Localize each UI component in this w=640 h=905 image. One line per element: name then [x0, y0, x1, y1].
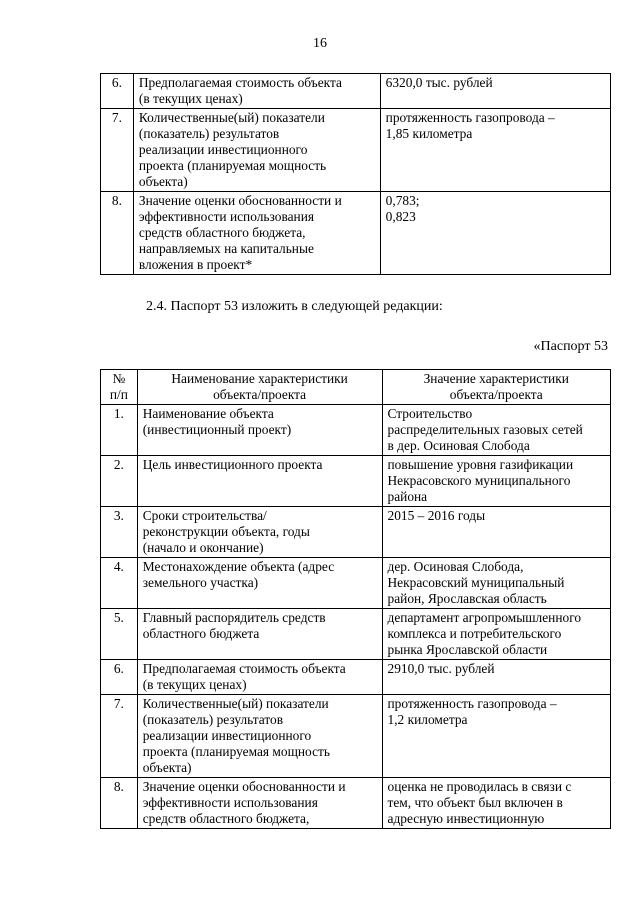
- characteristic-name-line: областного бюджета: [142, 626, 260, 641]
- top-table: [100, 73, 611, 275]
- amendment-paragraph: 2.4. Паспорт 53 изложить в следующей редакции:: [146, 299, 443, 314]
- characteristic-name: [137, 507, 382, 558]
- characteristic-name: [137, 778, 382, 829]
- characteristic-value-line: тем, что объект был включен в: [387, 795, 563, 810]
- characteristic-name-line: Значение оценки обоснованности и: [142, 779, 346, 794]
- characteristic-value-line: 2015 – 2016 годы: [387, 508, 486, 523]
- characteristic-name-line: объекта): [138, 174, 188, 189]
- characteristic-name-line: направляемых на капитальные: [138, 241, 314, 256]
- characteristic-value: [382, 507, 610, 558]
- row-number: 4.: [101, 558, 138, 609]
- characteristic-name-line: (показатель) результатов: [142, 712, 284, 727]
- characteristic-name: [133, 109, 380, 192]
- row-number: 7.: [101, 109, 134, 192]
- characteristic-name-line: Цель инвестиционного проекта: [142, 457, 323, 472]
- characteristic-value-line: 2910,0 тыс. рублей: [387, 661, 495, 676]
- header-num: [101, 370, 138, 405]
- row-number: 6.: [101, 660, 138, 695]
- characteristic-value: [380, 109, 610, 192]
- characteristic-name-line: реализации инвестиционного: [142, 728, 312, 743]
- header-num-line: №: [112, 371, 126, 386]
- characteristic-value: [382, 778, 610, 829]
- characteristic-name: [137, 609, 382, 660]
- characteristic-value: [382, 405, 610, 456]
- characteristic-value-line: департамент агропромышленного: [387, 610, 582, 625]
- characteristic-value: [382, 609, 610, 660]
- characteristic-name: [137, 660, 382, 695]
- characteristic-value-line: адресную инвестиционную: [387, 811, 545, 826]
- characteristic-name-line: (начало и окончание): [142, 540, 264, 555]
- characteristic-value: [382, 695, 610, 778]
- characteristic-name-line: эффективности использования: [138, 209, 315, 224]
- header-value-line: Значение характеристики: [423, 371, 569, 386]
- characteristic-value-line: оценка не проводилась в связи с: [387, 779, 572, 794]
- characteristic-name-line: Предполагаемая стоимость объекта: [142, 661, 346, 676]
- table-row: [101, 609, 611, 660]
- table-row: [101, 695, 611, 778]
- row-number: 3.: [101, 507, 138, 558]
- table-row: [101, 456, 611, 507]
- characteristic-value-line: 0,783;: [385, 193, 420, 208]
- characteristic-value-line: 6320,0 тыс. рублей: [385, 75, 493, 90]
- characteristic-name-line: (в текущих ценах): [142, 677, 247, 692]
- characteristic-name-line: Сроки строительства/: [142, 508, 267, 523]
- characteristic-name: [133, 192, 380, 275]
- characteristic-name-line: Количественные(ый) показатели: [138, 110, 325, 125]
- table-row: [101, 405, 611, 456]
- characteristic-value: [382, 660, 610, 695]
- characteristic-value: [382, 558, 610, 609]
- characteristic-name-line: (в текущих ценах): [138, 91, 243, 106]
- row-number: 7.: [101, 695, 138, 778]
- characteristic-name: [137, 405, 382, 456]
- characteristic-value: [380, 74, 610, 109]
- characteristic-value-line: 1,2 километра: [387, 712, 468, 727]
- characteristic-name: [137, 695, 382, 778]
- characteristic-name-line: Количественные(ый) показатели: [142, 696, 329, 711]
- characteristic-name-line: вложения в проект*: [138, 257, 253, 272]
- characteristic-value-line: района: [387, 489, 428, 504]
- characteristic-value-line: 0,823: [385, 209, 416, 224]
- header-name-line: Наименование характеристики: [171, 371, 348, 386]
- table-row: [101, 74, 611, 109]
- characteristic-value: [382, 456, 610, 507]
- row-number: 8.: [101, 778, 138, 829]
- characteristic-value-line: рынка Ярославской области: [387, 642, 548, 657]
- characteristic-name-line: проекта (планируемая мощность: [138, 158, 327, 173]
- characteristic-name-line: (показатель) результатов: [138, 126, 280, 141]
- table-row: [101, 192, 611, 275]
- characteristic-name-line: реконструкции объекта, годы: [142, 524, 310, 539]
- passport-table: [100, 369, 611, 829]
- characteristic-name-line: эффективности использования: [142, 795, 318, 810]
- characteristic-value-line: комплекса и потребительского: [387, 626, 562, 641]
- table-row: [101, 660, 611, 695]
- characteristic-name: [133, 74, 380, 109]
- characteristic-value-line: протяженность газопровода –: [387, 696, 557, 711]
- table-row: [101, 778, 611, 829]
- header-value: [382, 370, 610, 405]
- characteristic-value-line: протяженность газопровода –: [385, 110, 555, 125]
- characteristic-value-line: 1,85 километра: [385, 126, 473, 141]
- row-number: 5.: [101, 609, 138, 660]
- characteristic-value-line: Некрасовского муниципального: [387, 473, 571, 488]
- table-row: [101, 109, 611, 192]
- characteristic-name-line: Значение оценки обоснованности и: [138, 193, 342, 208]
- characteristic-value-line: в дер. Осиновая Слобода: [387, 438, 530, 453]
- row-number: 1.: [101, 405, 138, 456]
- characteristic-value-line: дер. Осиновая Слобода,: [387, 559, 524, 574]
- table-header-row: [101, 370, 611, 405]
- passport-heading: «Паспорт 53: [533, 339, 608, 354]
- row-number: 6.: [101, 74, 134, 109]
- characteristic-value-line: Строительство: [387, 406, 473, 421]
- characteristic-name-line: (инвестиционный проект): [142, 422, 292, 437]
- header-value-line: объекта/проекта: [449, 387, 543, 402]
- characteristic-name: [137, 456, 382, 507]
- characteristic-name-line: проекта (планируемая мощность: [142, 744, 330, 759]
- characteristic-name-line: Наименование объекта: [142, 406, 274, 421]
- characteristic-name-line: реализации инвестиционного: [138, 142, 308, 157]
- header-name: [137, 370, 382, 405]
- characteristic-name-line: Предполагаемая стоимость объекта: [138, 75, 342, 90]
- table-row: [101, 507, 611, 558]
- characteristic-name-line: средств областного бюджета,: [142, 811, 310, 826]
- characteristic-value-line: распределительных газовых сетей: [387, 422, 583, 437]
- characteristic-value-line: повышение уровня газификации: [387, 457, 574, 472]
- characteristic-name: [137, 558, 382, 609]
- characteristic-value-line: район, Ярославская область: [387, 591, 547, 606]
- page-number: 16: [313, 36, 327, 51]
- characteristic-value-line: Некрасовский муниципальный: [387, 575, 565, 590]
- characteristic-name-line: Местонахождение объекта (адрес: [142, 559, 335, 574]
- row-number: 8.: [101, 192, 134, 275]
- characteristic-name-line: объекта): [142, 760, 192, 775]
- table-row: [101, 558, 611, 609]
- characteristic-name-line: средств областного бюджета,: [138, 225, 306, 240]
- row-number: 2.: [101, 456, 138, 507]
- header-num-line: п/п: [109, 387, 128, 402]
- characteristic-name-line: земельного участка): [142, 575, 259, 590]
- header-name-line: объекта/проекта: [213, 387, 307, 402]
- characteristic-value: [380, 192, 610, 275]
- characteristic-name-line: Главный распорядитель средств: [142, 610, 326, 625]
